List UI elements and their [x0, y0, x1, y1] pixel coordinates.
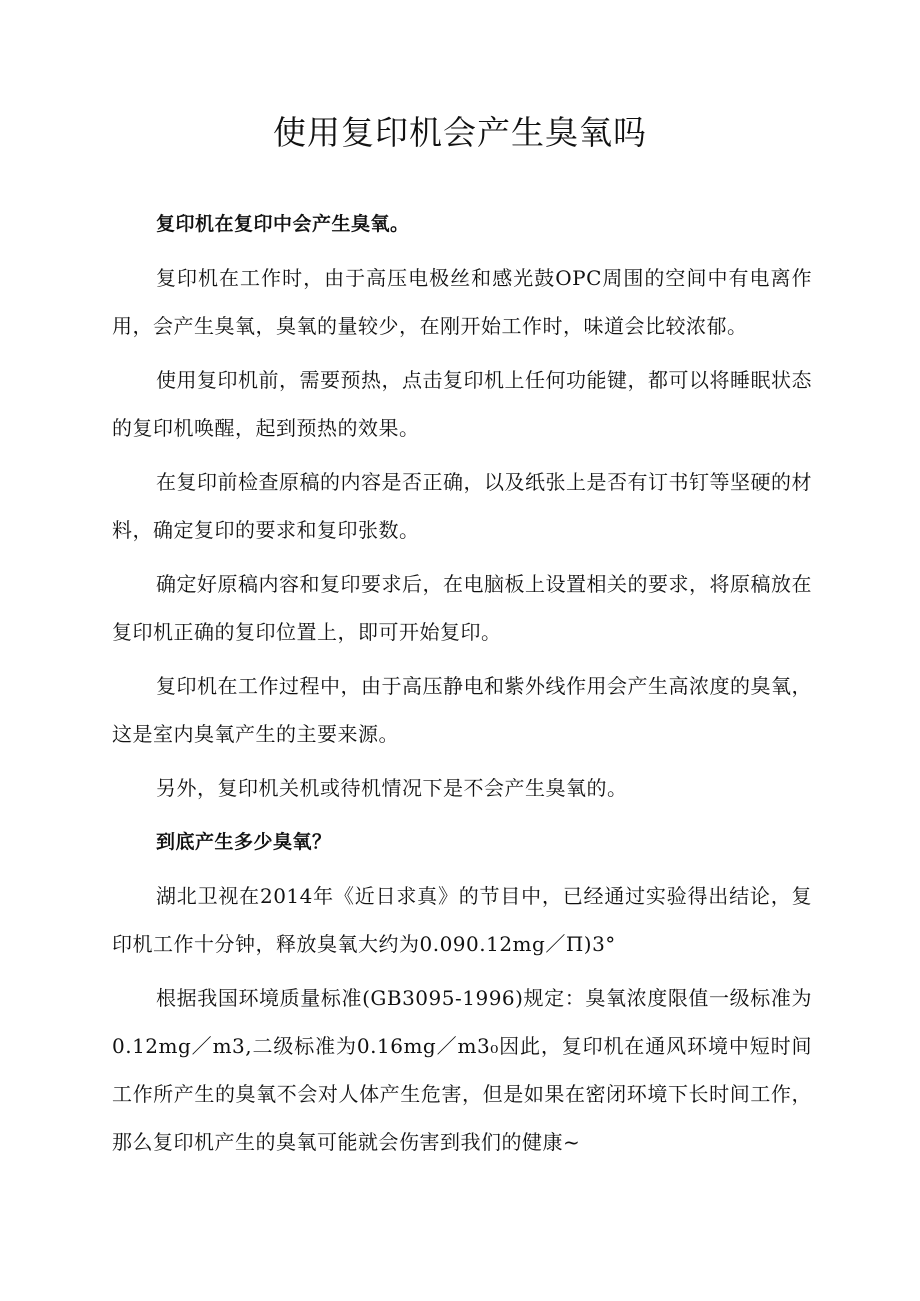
paragraph: 在复印前检查原稿的内容是否正确，以及纸张上是否有订书钉等坚硬的材料，确定复印的要求和复印张数。 — [112, 470, 812, 542]
paragraph: 复印机在工作过程中，由于高压静电和紫外线作用会产生高浓度的臭氧，这是室内臭氧产生的主要来源。 — [112, 674, 812, 746]
paragraph: 根据我国环境质量标准(GB3095-1996)规定：臭氧浓度限值一级标准为0.12mg／m3,二级标准为0.16mg／m3₀因此，复印机在通风环境中短时间工作所产生的臭氧不会对人体产生危害，但是如果在密闭环境下长时间工作，那么复印机产生的臭氧可能就会伤害到我们的健康~ — [112, 986, 812, 1154]
document-body — [112, 200, 812, 1172]
paragraph: 复印机在工作时，由于高压电极丝和感光鼓OPC周围的空间中有电离作用，会产生臭氧，臭氧的量较少，在刚开始工作时，味道会比较浓郁。 — [112, 266, 812, 338]
paragraph: 另外，复印机关机或待机情况下是不会产生臭氧的。 — [156, 776, 628, 800]
paragraph: 使用复印机前，需要预热，点击复印机上任何功能键，都可以将睡眠状态的复印机唤醒，起到预热的效果。 — [112, 368, 812, 440]
section-heading-ozone: 复印机在复印中会产生臭氧。 — [156, 213, 410, 235]
section-heading-amount: 到底产生多少臭氧？ — [156, 831, 332, 853]
page-title: 使用复印机会产生臭氧吗 — [273, 113, 647, 152]
paragraph: 湖北卫视在2014年《近日求真》的节目中，已经通过实验得出结论，复印机工作十分钟，释放臭氧大约为0.090.12mg／Π)3° — [112, 884, 812, 956]
paragraph: 确定好原稿内容和复印要求后，在电脑板上设置相关的要求，将原稿放在复印机正确的复印位置上，即可开始复印。 — [112, 572, 812, 644]
